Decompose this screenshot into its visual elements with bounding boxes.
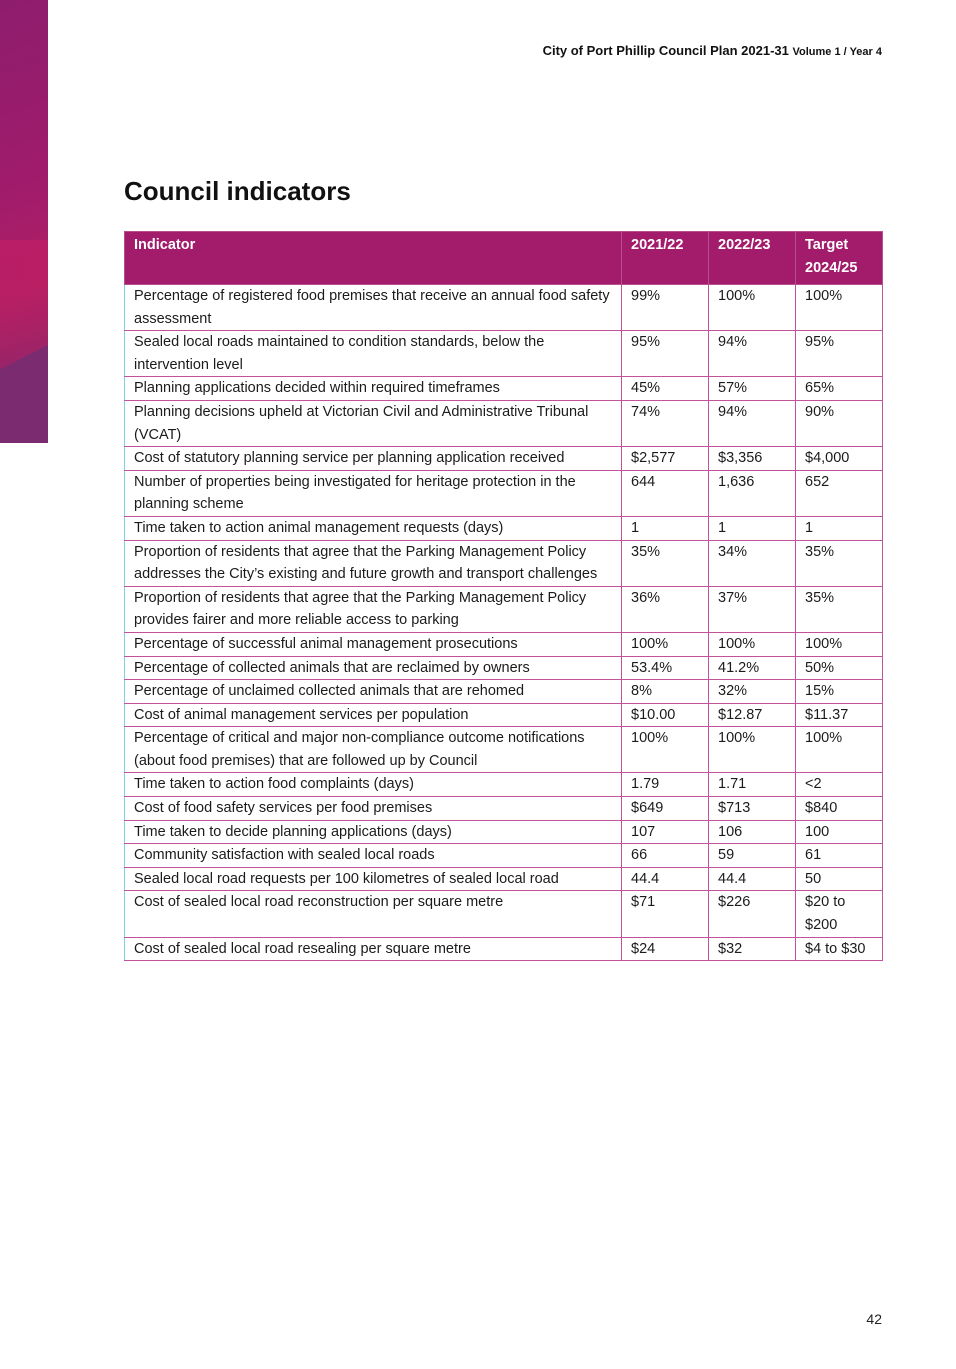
target-cell: $840: [796, 797, 883, 821]
table-row: [125, 400, 883, 446]
indicator-cell: Sealed local roads maintained to condition standards, below the intervention level: [125, 331, 622, 377]
value-2022-23-cell: $3,356: [709, 447, 796, 471]
value-2021-22-cell: $10.00: [622, 703, 709, 727]
value-2021-22-cell: 1.79: [622, 773, 709, 797]
value-2021-22-cell: 644: [622, 470, 709, 516]
indicator-cell: Proportion of residents that agree that the Parking Management Policy addresses the City’s existing and future growth and transport challenges: [125, 540, 622, 586]
page-number: 42: [866, 1311, 882, 1327]
indicator-cell: Planning decisions upheld at Victorian Civil and Administrative Tribunal (VCAT): [125, 400, 622, 446]
target-cell: 65%: [796, 377, 883, 401]
value-2022-23-cell: 32%: [709, 680, 796, 704]
target-cell: $20 to $200: [796, 891, 883, 937]
target-cell: 50%: [796, 656, 883, 680]
value-2021-22-cell: 8%: [622, 680, 709, 704]
target-cell: 35%: [796, 540, 883, 586]
table-row: [125, 844, 883, 868]
indicator-cell: Cost of sealed local road reconstruction per square metre: [125, 891, 622, 937]
value-2022-23-cell: 34%: [709, 540, 796, 586]
value-2022-23-cell: $12.87: [709, 703, 796, 727]
indicator-cell: Time taken to action animal management requests (days): [125, 516, 622, 540]
target-cell: <2: [796, 773, 883, 797]
table-row: [125, 285, 883, 331]
target-cell: 15%: [796, 680, 883, 704]
indicator-cell: Cost of animal management services per population: [125, 703, 622, 727]
table-row: [125, 516, 883, 540]
table-row: [125, 773, 883, 797]
value-2021-22-cell: 107: [622, 820, 709, 844]
table-row: [125, 937, 883, 961]
value-2021-22-cell: 53.4%: [622, 656, 709, 680]
column-header-2021-22: 2021/22: [622, 232, 709, 285]
target-cell: 652: [796, 470, 883, 516]
value-2022-23-cell: 1.71: [709, 773, 796, 797]
table-row: [125, 331, 883, 377]
indicator-cell: Planning applications decided within required timeframes: [125, 377, 622, 401]
value-2022-23-cell: 1: [709, 516, 796, 540]
table-header-row: [125, 232, 883, 285]
target-cell: $4,000: [796, 447, 883, 471]
indicator-cell: Cost of sealed local road resealing per square metre: [125, 937, 622, 961]
value-2022-23-cell: 94%: [709, 400, 796, 446]
value-2022-23-cell: 59: [709, 844, 796, 868]
indicator-cell: Percentage of unclaimed collected animals that are rehomed: [125, 680, 622, 704]
indicator-cell: Percentage of registered food premises that receive an annual food safety assessment: [125, 285, 622, 331]
table-row: [125, 656, 883, 680]
target-cell: 100%: [796, 727, 883, 773]
table-row: [125, 447, 883, 471]
value-2022-23-cell: 100%: [709, 285, 796, 331]
column-header-2022-23: 2022/23: [709, 232, 796, 285]
value-2021-22-cell: 100%: [622, 632, 709, 656]
column-header-target: Target 2024/25: [796, 232, 883, 285]
value-2021-22-cell: $71: [622, 891, 709, 937]
target-cell: 100%: [796, 632, 883, 656]
value-2021-22-cell: 74%: [622, 400, 709, 446]
value-2022-23-cell: 100%: [709, 727, 796, 773]
target-cell: 1: [796, 516, 883, 540]
table-row: [125, 703, 883, 727]
document-header: [543, 43, 882, 58]
value-2021-22-cell: 36%: [622, 586, 709, 632]
target-cell: 35%: [796, 586, 883, 632]
indicator-cell: Community satisfaction with sealed local roads: [125, 844, 622, 868]
value-2021-22-cell: 45%: [622, 377, 709, 401]
page-title: Council indicators: [124, 176, 351, 206]
value-2021-22-cell: 100%: [622, 727, 709, 773]
table-row: [125, 540, 883, 586]
table-body: [125, 285, 883, 961]
target-cell: 95%: [796, 331, 883, 377]
column-header-indicator: Indicator: [125, 232, 622, 285]
table-row: [125, 867, 883, 891]
table-row: [125, 820, 883, 844]
table-row: [125, 891, 883, 937]
target-cell: 50: [796, 867, 883, 891]
indicator-cell: Percentage of collected animals that are reclaimed by owners: [125, 656, 622, 680]
table-row: [125, 470, 883, 516]
value-2022-23-cell: 94%: [709, 331, 796, 377]
value-2021-22-cell: 66: [622, 844, 709, 868]
indicator-cell: Cost of food safety services per food premises: [125, 797, 622, 821]
target-cell: 100: [796, 820, 883, 844]
value-2022-23-cell: 100%: [709, 632, 796, 656]
indicator-cell: Time taken to action food complaints (days): [125, 773, 622, 797]
indicator-cell: Sealed local road requests per 100 kilometres of sealed local road: [125, 867, 622, 891]
table-row: [125, 377, 883, 401]
value-2022-23-cell: 37%: [709, 586, 796, 632]
indicator-cell: Cost of statutory planning service per planning application received: [125, 447, 622, 471]
value-2021-22-cell: 95%: [622, 331, 709, 377]
value-2022-23-cell: 1,636: [709, 470, 796, 516]
decorative-side-band: [0, 0, 48, 443]
table-row: [125, 727, 883, 773]
value-2022-23-cell: $32: [709, 937, 796, 961]
value-2021-22-cell: $2,577: [622, 447, 709, 471]
side-band-shade: [0, 240, 48, 360]
target-cell: $11.37: [796, 703, 883, 727]
indicator-cell: Number of properties being investigated for heritage protection in the planning scheme: [125, 470, 622, 516]
indicator-cell: Proportion of residents that agree that the Parking Management Policy provides fairer and more reliable access to parking: [125, 586, 622, 632]
target-cell: $4 to $30: [796, 937, 883, 961]
target-cell: 100%: [796, 285, 883, 331]
table-row: [125, 586, 883, 632]
table-row: [125, 797, 883, 821]
indicator-cell: Percentage of critical and major non-compliance outcome notifications (about food premises) that are followed up by Council: [125, 727, 622, 773]
volume-label: Volume 1 / Year 4: [792, 46, 882, 58]
value-2022-23-cell: $226: [709, 891, 796, 937]
value-2021-22-cell: $24: [622, 937, 709, 961]
value-2022-23-cell: 44.4: [709, 867, 796, 891]
target-cell: 61: [796, 844, 883, 868]
table-row: [125, 680, 883, 704]
value-2021-22-cell: 35%: [622, 540, 709, 586]
value-2021-22-cell: 1: [622, 516, 709, 540]
indicator-cell: Percentage of successful animal management prosecutions: [125, 632, 622, 656]
table-row: [125, 632, 883, 656]
document-title: City of Port Phillip Council Plan 2021-31: [542, 43, 789, 58]
value-2022-23-cell: $713: [709, 797, 796, 821]
indicators-table: [124, 231, 883, 961]
value-2022-23-cell: 41.2%: [709, 656, 796, 680]
value-2021-22-cell: 44.4: [622, 867, 709, 891]
target-cell: 90%: [796, 400, 883, 446]
value-2021-22-cell: 99%: [622, 285, 709, 331]
indicator-cell: Time taken to decide planning applications (days): [125, 820, 622, 844]
value-2021-22-cell: $649: [622, 797, 709, 821]
value-2022-23-cell: 57%: [709, 377, 796, 401]
value-2022-23-cell: 106: [709, 820, 796, 844]
